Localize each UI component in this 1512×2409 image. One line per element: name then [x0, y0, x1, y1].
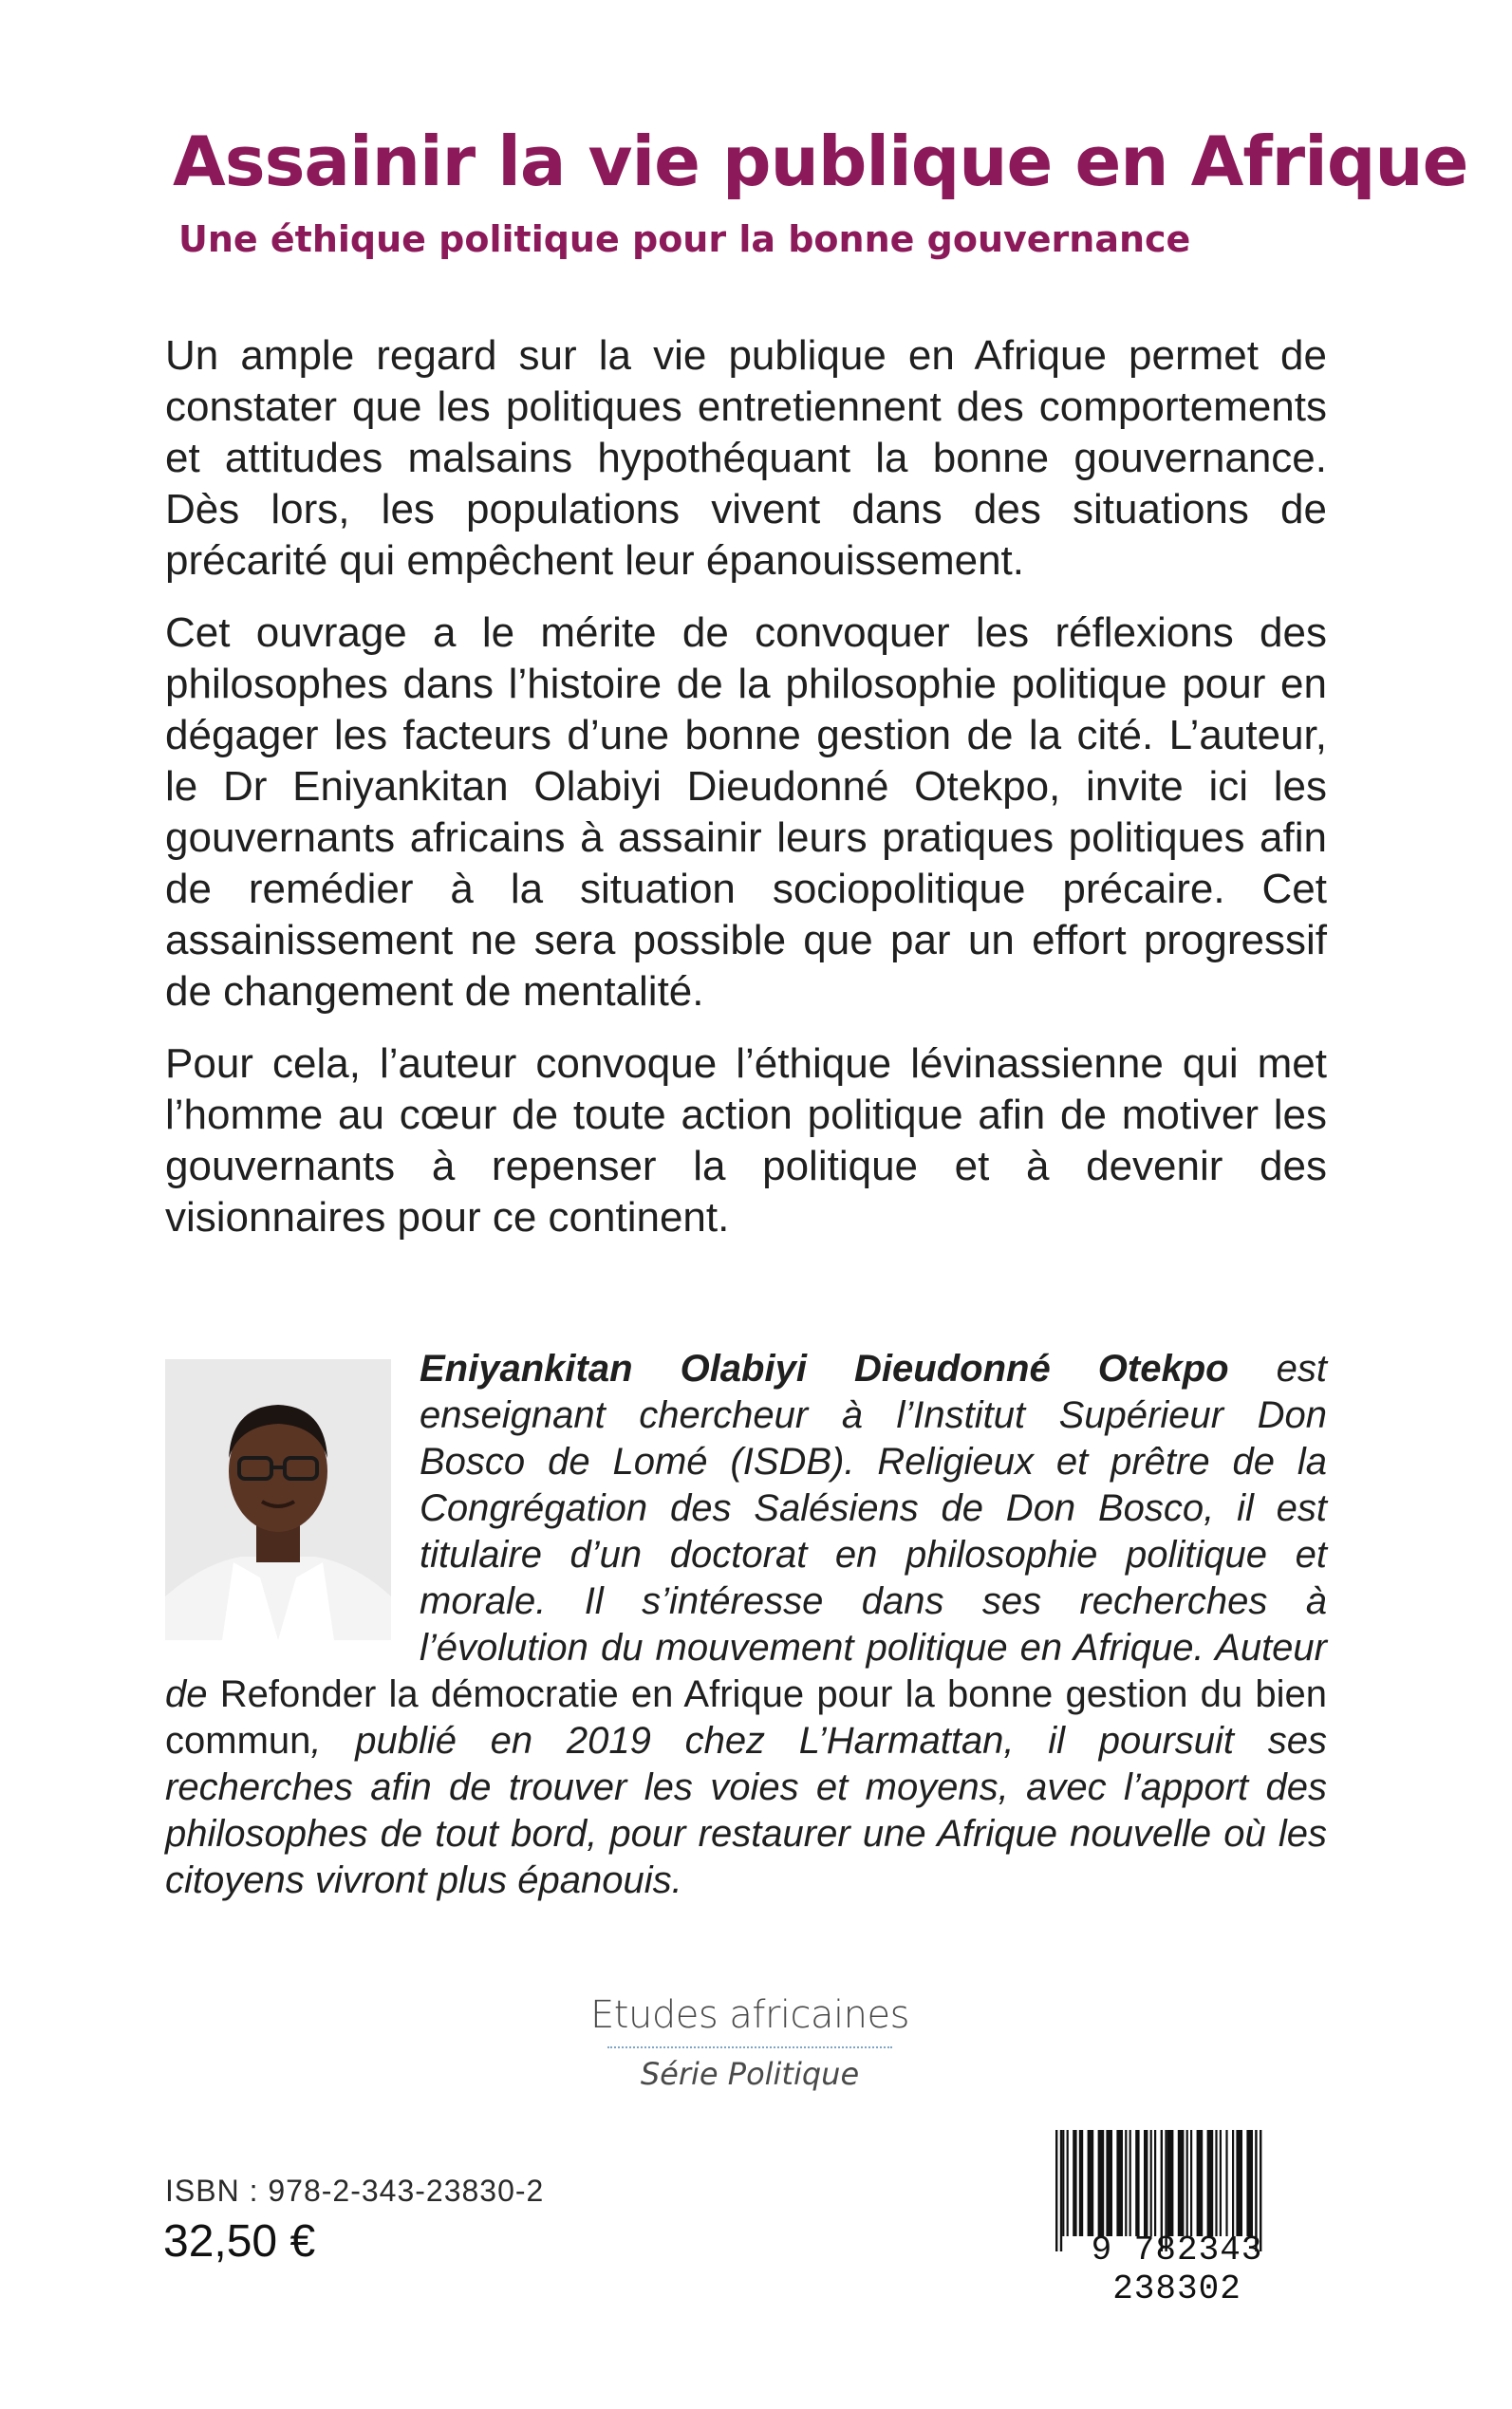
- collection-series: Série Politique: [640, 2056, 860, 2092]
- barcode-bar: [1098, 2130, 1105, 2236]
- barcode-bar: [1116, 2130, 1123, 2236]
- barcode-bar: [1079, 2130, 1083, 2236]
- barcode-bar: [1144, 2130, 1148, 2236]
- barcode-bar: [1129, 2130, 1131, 2236]
- barcode-bar: [1135, 2130, 1139, 2236]
- barcode-bar: [1207, 2130, 1214, 2236]
- collection-name: Etudes africaines: [590, 1993, 909, 2037]
- barcode-digits: 9 782343 238302: [1091, 2231, 1263, 2308]
- collection-logo: [569, 1993, 930, 2092]
- barcode-bar: [1062, 2130, 1064, 2236]
- barcode-bar: [1197, 2130, 1204, 2236]
- barcode-bar: [1236, 2130, 1242, 2236]
- barcode-bar: [1186, 2130, 1188, 2236]
- author-bio: [165, 1346, 1327, 1904]
- barcode-bar: [1167, 2130, 1174, 2236]
- barcode-bar: [1067, 2130, 1069, 2236]
- price: 32,50 €: [163, 2216, 316, 2267]
- barcode-bar: [1220, 2130, 1222, 2236]
- barcode-bar: [1125, 2130, 1127, 2236]
- summary-text: [165, 330, 1327, 1264]
- previous-book-title: Refonder la démocratie en Afrique pour la bonne gestion du bien commun: [165, 1673, 1328, 1762]
- barcode-bar: [1190, 2130, 1192, 2236]
- summary-paragraph: Cet ouvrage a le mérite de convoquer les réflexions des philosophes dans l’histoire de la philosophie politique pour en dégager les facteurs d’une bonne gestion de la cité. L’auteur, le Dr Eniyankitan Olabiyi Dieudonné Otekpo, invite ici les gouvernants africains à assainir leurs pratiques politiques afin de remédier à la situation sociopolitique précaire. Cet assainissement ne sera possible que par un effort progressif de changement de mentalité.: [165, 609, 1327, 1015]
- barcode-bar: [1178, 2130, 1185, 2236]
- barcode-bar: [1150, 2130, 1152, 2236]
- barcode-bar: [1225, 2130, 1227, 2236]
- author-name: Eniyankitan Olabiyi Dieudonné Otekpo: [420, 1348, 1229, 1390]
- barcode-bar: [1154, 2130, 1156, 2236]
- book-subtitle: Une éthique politique pour la bonne gouvernance: [178, 218, 1191, 260]
- barcode-bar: [1106, 2130, 1112, 2236]
- barcode-bar: [1215, 2130, 1217, 2236]
- barcode-bar: [1246, 2130, 1253, 2236]
- summary-paragraph: Un ample regard sur la vie publique en Afrique permet de constater que les politiques entretiennent des comportements et attitudes malsains hypothéquant la bonne gouvernance. Dès lors, les populations vivent dans des situations de précarité qui empêchent leur épanouissement.: [165, 332, 1327, 584]
- author-bio-part: est enseignant chercheur à l’Institut Supérieur Don Bosco de Lomé (ISDB). Religieux et prêtre de la Congrégation des Salésiens de Don Bosco, il est titulaire d’un doctorat en philosophie politique et morale. Il s’intéresse dans ses recherches à l’évolution du mouvement politique en Afrique. Auteur de: [165, 1348, 1327, 1715]
- author-photo: [165, 1359, 391, 1640]
- book-title: Assainir la vie publique en Afrique: [173, 121, 1468, 201]
- collection-divider: [607, 2046, 892, 2048]
- barcode-bar: [1073, 2130, 1076, 2236]
- barcode-bar: [1232, 2130, 1234, 2236]
- author-bio-part: , publié en 2019 chez L’Harmattan, il poursuit ses recherches afin de trouver les voies et moyens, avec l’apport des philosophes de tout bord, pour restaurer une Afrique nouvelle où les citoyens vivront plus épanouis.: [165, 1720, 1327, 1901]
- isbn: ISBN : 978-2-343-23830-2: [165, 2174, 545, 2208]
- summary-paragraph: Pour cela, l’auteur convoque l’éthique lévinassienne qui met l’homme au cœur de toute action politique afin de motiver les gouvernants à repenser la politique et à devenir des visionnaires pour ce continent.: [165, 1040, 1327, 1241]
- barcode-bar: [1088, 2130, 1094, 2236]
